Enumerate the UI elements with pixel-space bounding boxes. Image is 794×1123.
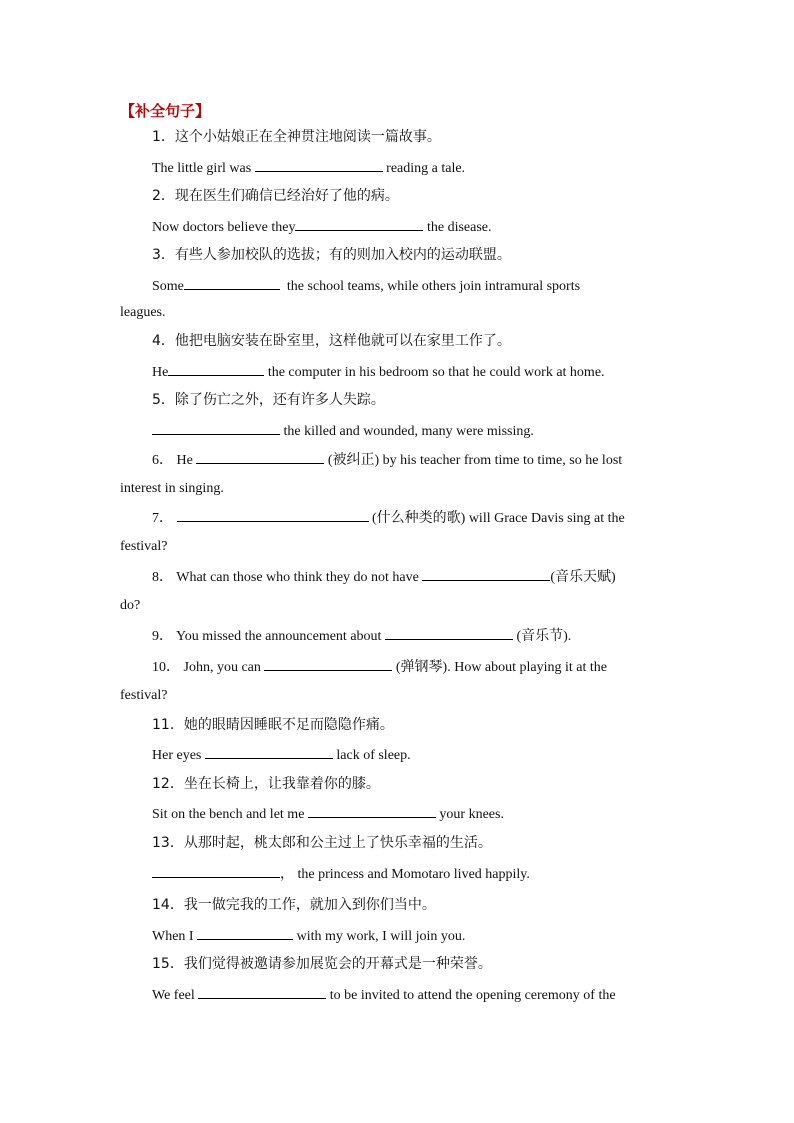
item-5-chinese: 5．除了伤亡之外，还有许多人失踪。 bbox=[152, 392, 385, 408]
answer-blank[interactable] bbox=[255, 159, 383, 172]
item-9-english: 9． You missed the announcement about (音乐节). bbox=[152, 629, 572, 644]
item-15-english: We feel to be invited to attend the opening ceremony of the bbox=[152, 988, 616, 1003]
item-11-english: Her eyes lack of sleep. bbox=[152, 748, 411, 763]
answer-blank[interactable] bbox=[152, 865, 280, 878]
item-7-english: 7． (什么种类的歌) will Grace Davis sing at the bbox=[152, 511, 625, 526]
item-3-english: Some the school teams, while others join intramural sports bbox=[152, 279, 581, 294]
item-12-english: Sit on the bench and let me your knees. bbox=[152, 807, 504, 822]
item-3-chinese: 3．有些人参加校队的选拔；有的则加入校内的运动联盟。 bbox=[152, 247, 511, 263]
item-6-english: 6． He (被纠正) by his teacher from time to time, so he lost bbox=[152, 453, 623, 468]
answer-blank[interactable] bbox=[385, 627, 513, 640]
item-8-continuation: do? bbox=[120, 598, 141, 613]
item-4-chinese: 4．他把电脑安装在卧室里，这样他就可以在家里工作了。 bbox=[152, 333, 511, 349]
item-1-english: The little girl was reading a tale. bbox=[152, 161, 466, 176]
item-3-continuation: leagues. bbox=[120, 305, 166, 320]
item-12-chinese: 12．坐在长椅上，让我靠着你的膝。 bbox=[152, 776, 380, 792]
answer-blank[interactable] bbox=[295, 218, 423, 231]
item-15-chinese: 15．我们觉得被邀请参加展览会的开幕式是一种荣誉。 bbox=[152, 956, 492, 972]
item-8-english: 8． What can those who think they do not have (音乐天赋) bbox=[152, 570, 616, 585]
answer-blank[interactable] bbox=[264, 658, 392, 671]
section-title: 【补全句子】 bbox=[120, 102, 211, 120]
item-5-english: the killed and wounded, many were missing. bbox=[152, 422, 534, 441]
answer-blank[interactable] bbox=[422, 568, 550, 581]
answer-blank[interactable] bbox=[308, 805, 436, 818]
answer-blank[interactable] bbox=[152, 422, 280, 435]
answer-blank[interactable] bbox=[184, 277, 280, 290]
answer-blank[interactable] bbox=[177, 509, 369, 522]
item-2-english: Now doctors believe they the disease. bbox=[152, 220, 492, 235]
answer-blank[interactable] bbox=[168, 363, 264, 376]
item-6-continuation: interest in singing. bbox=[120, 481, 224, 496]
item-1-chinese: 1．这个小姑娘正在全神贯注地阅读一篇故事。 bbox=[152, 129, 441, 145]
item-2-chinese: 2．现在医生们确信已经治好了他的病。 bbox=[152, 188, 399, 204]
item-13-english: ， the princess and Momotaro lived happily. bbox=[152, 865, 530, 884]
answer-blank[interactable] bbox=[198, 986, 326, 999]
item-10-continuation: festival? bbox=[120, 688, 168, 703]
item-4-english: He the computer in his bedroom so that he could work at home. bbox=[152, 365, 605, 380]
item-10-english: 10． John, you can (弹钢琴). How about playing it at the bbox=[152, 660, 608, 675]
item-7-continuation: festival? bbox=[120, 539, 168, 554]
item-14-english: When I with my work, I will join you. bbox=[152, 929, 466, 944]
answer-blank[interactable] bbox=[197, 927, 293, 940]
item-14-chinese: 14．我一做完我的工作，就加入到你们当中。 bbox=[152, 897, 436, 913]
item-11-chinese: 11．她的眼睛因睡眠不足而隐隐作痛。 bbox=[152, 717, 394, 733]
answer-blank[interactable] bbox=[196, 451, 324, 464]
item-13-chinese: 13．从那时起，桃太郎和公主过上了快乐幸福的生活。 bbox=[152, 835, 492, 851]
answer-blank[interactable] bbox=[205, 746, 333, 759]
